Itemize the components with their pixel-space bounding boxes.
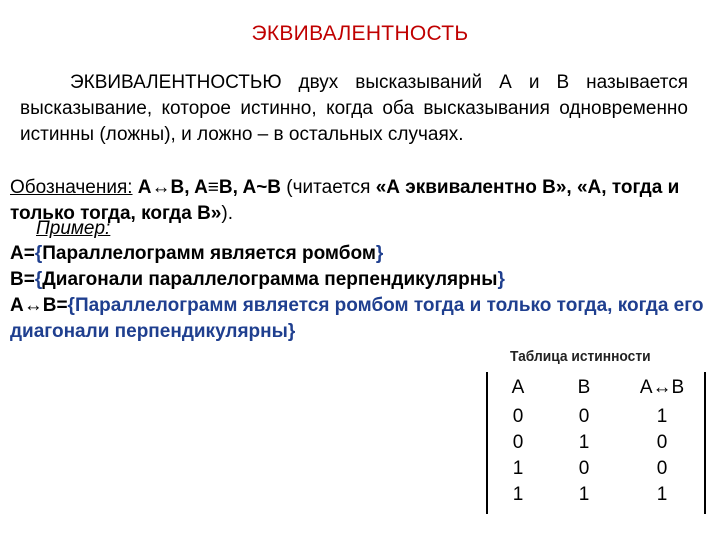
notation-paragraph xyxy=(10,175,710,227)
truth-table-cell: 1 xyxy=(578,432,590,453)
notation-read-prefix: (читается xyxy=(286,177,376,198)
definition-text: двух высказываний А и В называется высказывание, которое истинно, когда оба высказывания одновременно истинны (ложны), и ложно – в остальных случаях. xyxy=(20,72,688,145)
truth-table-cell: 1 xyxy=(512,458,524,479)
truth-table-header-row xyxy=(488,372,704,404)
notation-symbols: A↔B, A≡B, A~B xyxy=(132,177,287,198)
notation-label: Обозначения: xyxy=(10,177,133,198)
truth-table-cell: 0 xyxy=(578,458,590,479)
truth-table-row xyxy=(488,430,704,456)
truth-table-header-cell: A xyxy=(511,377,525,398)
brace-open: { xyxy=(34,269,43,290)
truth-table-header-cell: A↔B xyxy=(639,377,685,398)
example-lines xyxy=(10,241,710,345)
notation-read-suffix: ). xyxy=(221,203,233,224)
example-line-b-text: Диагонали параллелограмма перпендикулярны xyxy=(42,269,498,290)
truth-table-cell: 1 xyxy=(656,484,668,505)
brace-close: } xyxy=(287,321,296,342)
definition-term: ЭКВИВАЛЕНТНОСТЬЮ xyxy=(70,72,282,93)
page-title: ЭКВИВАЛЕНТНОСТЬ xyxy=(251,22,469,45)
example-line-b-prefix: B= xyxy=(10,269,35,290)
example-line-ab xyxy=(10,293,710,345)
truth-table-cell: 0 xyxy=(512,406,524,427)
notation-read-text: «А эквивалентно В», «А, тогда и только тогда, когда В» xyxy=(10,177,680,224)
example-label: Пример: xyxy=(36,218,111,239)
example-line-a-prefix: A= xyxy=(10,243,35,264)
example-line-a-text: Параллелограмм является ромбом xyxy=(42,243,376,264)
truth-table-cell: 0 xyxy=(656,432,668,453)
truth-table-row xyxy=(488,482,704,508)
truth-table-cell: 0 xyxy=(656,458,668,479)
truth-table-header-cell: B xyxy=(577,377,591,398)
example-line-a xyxy=(10,241,710,267)
definition-paragraph xyxy=(20,70,688,148)
truth-table-row xyxy=(488,456,704,482)
truth-table-cell: 1 xyxy=(512,484,524,505)
truth-table-cell: 0 xyxy=(578,406,590,427)
truth-table-caption: Таблица истинности xyxy=(510,348,651,365)
example-line-b xyxy=(10,267,710,293)
brace-open: { xyxy=(67,295,75,316)
truth-table-cell: 0 xyxy=(512,432,524,453)
truth-table-cell: 1 xyxy=(656,406,668,427)
example-line-ab-prefix: A↔B= xyxy=(10,295,68,316)
truth-table-row xyxy=(488,404,704,430)
brace-close: } xyxy=(375,243,384,264)
brace-close: } xyxy=(497,269,505,290)
example-line-ab-text: Параллелограмм является ромбом тогда и только тогда, когда его диагонали перпендикулярны xyxy=(10,295,704,342)
truth-table xyxy=(486,372,706,514)
truth-table-cell: 1 xyxy=(578,484,590,505)
brace-open: { xyxy=(34,243,43,264)
